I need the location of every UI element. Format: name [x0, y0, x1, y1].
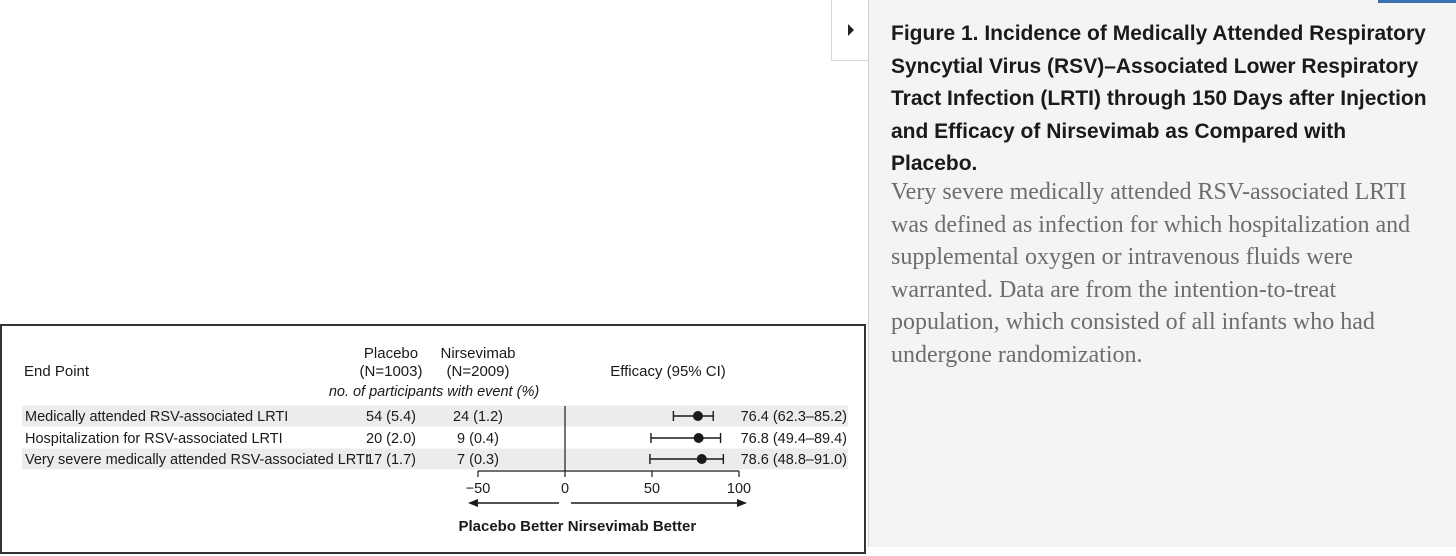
header-subheader: no. of participants with event (%) — [328, 384, 540, 400]
forest-plot — [2, 326, 868, 556]
caption-pane — [868, 0, 1456, 547]
row-label: Very severe medically attended RSV-associated LRTI — [25, 452, 369, 468]
header-nirsevimab-n: (N=2009) — [446, 363, 510, 380]
point-estimate — [697, 454, 707, 464]
forest-plot-figure — [0, 324, 866, 554]
top-accent-bar — [1378, 0, 1456, 3]
arrow-right-icon — [737, 499, 747, 507]
row-nirsevimab-value: 24 (1.2) — [453, 409, 503, 425]
row-nirsevimab-value: 7 (0.3) — [457, 452, 499, 468]
figure-caption-title: Figure 1. Incidence of Medically Attended Respiratory Syncytial Virus (RSV)–Associated Lower Respiratory Tract Infection (LRTI) through 150 Days after Injection and Efficacy of Nirsevimab as Compared with Placebo. — [891, 22, 1427, 175]
collapse-panel-button[interactable] — [831, 0, 868, 61]
header-efficacy: Efficacy (95% CI) — [610, 363, 726, 380]
row-nirsevimab-value: 9 (0.4) — [457, 431, 499, 447]
x-axis-tick-label: −50 — [465, 481, 491, 497]
header-nirsevimab: Nirsevimab — [440, 345, 516, 362]
point-estimate — [693, 411, 703, 421]
x-axis-tick-label: 50 — [643, 481, 661, 497]
header-placebo-n: (N=1003) — [359, 363, 423, 380]
row-placebo-value: 54 (5.4) — [366, 409, 416, 425]
x-axis-tick-label: 0 — [560, 481, 570, 497]
row-label: Hospitalization for RSV-associated LRTI — [25, 431, 283, 447]
row-placebo-value: 20 (2.0) — [366, 431, 416, 447]
row-label: Medically attended RSV-associated LRTI — [25, 409, 289, 425]
header-placebo: Placebo — [363, 345, 419, 362]
label-nirsevimab-better: Nirsevimab Better — [567, 518, 697, 535]
arrow-left-icon — [468, 499, 478, 507]
point-estimate — [694, 433, 704, 443]
row-efficacy-ci: 76.4 (62.3–85.2) — [740, 409, 847, 425]
row-placebo-value: 17 (1.7) — [366, 452, 416, 468]
caret-right-icon — [848, 24, 854, 36]
row-efficacy-ci: 78.6 (48.8–91.0) — [740, 452, 847, 468]
label-placebo-better: Placebo Better — [458, 518, 564, 535]
figure-caption-body: Very severe medically attended RSV-associated LRTI was defined as infection for which hospitalization and supplemental oxygen or intravenous fluids were warranted. Data are from the intention-to-treat population, which consisted of all infants who had undergone randomization. — [891, 179, 1411, 368]
x-axis-tick-label: 100 — [726, 481, 752, 497]
row-efficacy-ci: 76.8 (49.4–89.4) — [740, 431, 847, 447]
header-end-point: End Point — [24, 363, 90, 380]
